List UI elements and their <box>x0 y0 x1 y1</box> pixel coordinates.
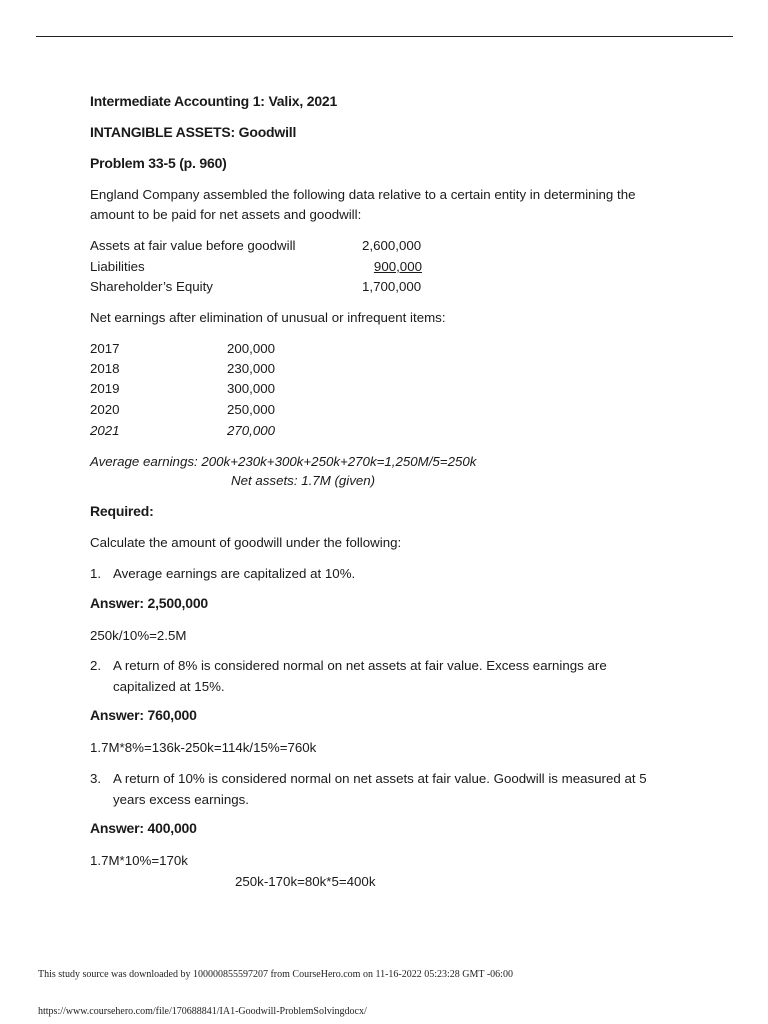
work-2: 1.7M*8%=136k-250k=114k/15%=760k <box>90 740 317 755</box>
item-text-continued: capitalized at 15%. <box>113 679 225 694</box>
item-text: A return of 10% is considered normal on net assets at fair value. Goodwill is measured at 5 <box>113 771 647 786</box>
earnings-amount: 250,000 <box>227 402 276 417</box>
page-top-rule <box>36 36 733 37</box>
required-text: Calculate the amount of goodwill under the following: <box>90 535 402 550</box>
answer-2: Answer: 760,000 <box>90 707 197 723</box>
balance-value: 2,600,000 <box>362 238 422 253</box>
topic-title: INTANGIBLE ASSETS: Goodwill <box>90 124 297 140</box>
intro-line-2: amount to be paid for net assets and goodwill: <box>90 207 362 222</box>
answer-3: Answer: 400,000 <box>90 820 197 836</box>
item-number: 2. <box>90 658 102 673</box>
intro-line-1: England Company assembled the following data relative to a certain entity in determining the <box>90 187 636 202</box>
balance-label: Shareholder’s Equity <box>90 279 213 294</box>
work-1: 250k/10%=2.5M <box>90 628 187 643</box>
earnings-year: 2019 <box>90 381 120 396</box>
liabilities-value: 900,000 <box>373 259 422 274</box>
work-3-continued: 250k-170k=80k*5=400k <box>235 874 376 889</box>
answer-1: Answer: 2,500,000 <box>90 595 209 611</box>
balance-value: 1,700,000 <box>362 279 422 294</box>
balance-value-underlined <box>362 257 422 277</box>
required-label: Required: <box>90 503 154 519</box>
work-3: 1.7M*10%=170k <box>90 853 188 868</box>
earnings-year: 2021 <box>90 423 120 438</box>
earnings-amount: 230,000 <box>227 361 276 376</box>
download-notice: This study source was downloaded by 100000855597207 from CourseHero.com on 11-16-2022 05:23:28 GMT -06:00 <box>38 969 513 980</box>
course-title: Intermediate Accounting 1: Valix, 2021 <box>90 93 338 109</box>
earnings-intro: Net earnings after elimination of unusual or infrequent items: <box>90 310 446 325</box>
item-text: Average earnings are capitalized at 10%. <box>113 566 356 581</box>
item-text-continued: years excess earnings. <box>113 792 249 807</box>
earnings-year: 2018 <box>90 361 120 376</box>
earnings-amount: 270,000 <box>227 423 276 438</box>
source-url[interactable]: https://www.coursehero.com/file/170688841/IA1-Goodwill-ProblemSolvingdocx/ <box>38 1006 367 1017</box>
balance-label: Liabilities <box>90 259 145 274</box>
net-assets-note: Net assets: 1.7M (given) <box>231 473 376 488</box>
earnings-amount: 200,000 <box>227 341 276 356</box>
problem-title: Problem 33-5 (p. 960) <box>90 155 227 171</box>
earnings-amount: 300,000 <box>227 381 276 396</box>
balance-label: Assets at fair value before goodwill <box>90 238 296 253</box>
item-number: 1. <box>90 566 102 581</box>
average-earnings-note: Average earnings: 200k+230k+300k+250k+270k=1,250M/5=250k <box>90 454 477 469</box>
item-text: A return of 8% is considered normal on net assets at fair value. Excess earnings are <box>113 658 607 673</box>
earnings-year: 2020 <box>90 402 120 417</box>
item-number: 3. <box>90 771 102 786</box>
earnings-year: 2017 <box>90 341 120 356</box>
